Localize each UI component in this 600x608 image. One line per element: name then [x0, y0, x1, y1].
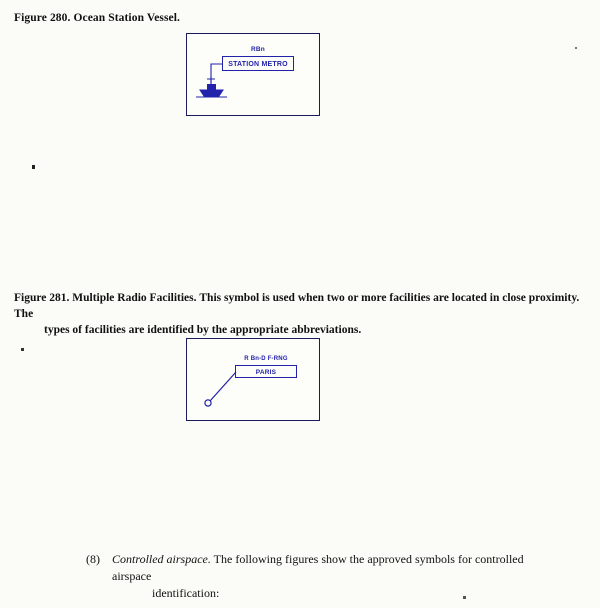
margin-speck-top-right [575, 47, 577, 49]
figure-281-illustration [186, 338, 320, 421]
figure-280-rbn-label: RBn [251, 46, 265, 53]
multiple-radio-facilities-icon [187, 339, 319, 420]
figure-281-caption-number: Figure 281. [14, 292, 70, 304]
figure-281-caption-body-line2: types of facilities are identified by the appropriate abbreviations. [44, 324, 362, 336]
paragraph-italic-lead: Controlled airspace. [112, 552, 211, 566]
figure-281-caption-title: Multiple Radio Facilities. [72, 292, 197, 304]
figure-281-facility-abbrev-label: R Bn-D F-RNG [244, 356, 288, 362]
margin-speck-mid-left [21, 348, 24, 351]
paragraph-controlled-airspace [86, 551, 546, 602]
ocean-station-vessel-icon [187, 34, 319, 115]
figure-280-illustration [186, 33, 320, 116]
margin-speck-upper-left [32, 165, 35, 169]
figure-281-caption-body-line1: This symbol is used when two or more facilities are located in close proximity. The [14, 292, 580, 320]
figure-281-station-name-label: PARIS [235, 365, 297, 378]
paragraph-line-2: identification: [152, 586, 220, 600]
paragraph-line-1: The following figures show the approved symbols for controlled airspace [112, 552, 524, 583]
figure-280-caption [14, 12, 180, 24]
figure-280-caption-number: Figure 280. [14, 12, 71, 24]
figure-280-caption-title: Ocean Station Vessel. [73, 12, 181, 24]
figure-280-station-label: STATION METRO [222, 56, 294, 71]
paragraph-number: (8) [86, 552, 100, 566]
figure-280-symbol [187, 34, 319, 115]
figure-281-caption [14, 290, 586, 338]
